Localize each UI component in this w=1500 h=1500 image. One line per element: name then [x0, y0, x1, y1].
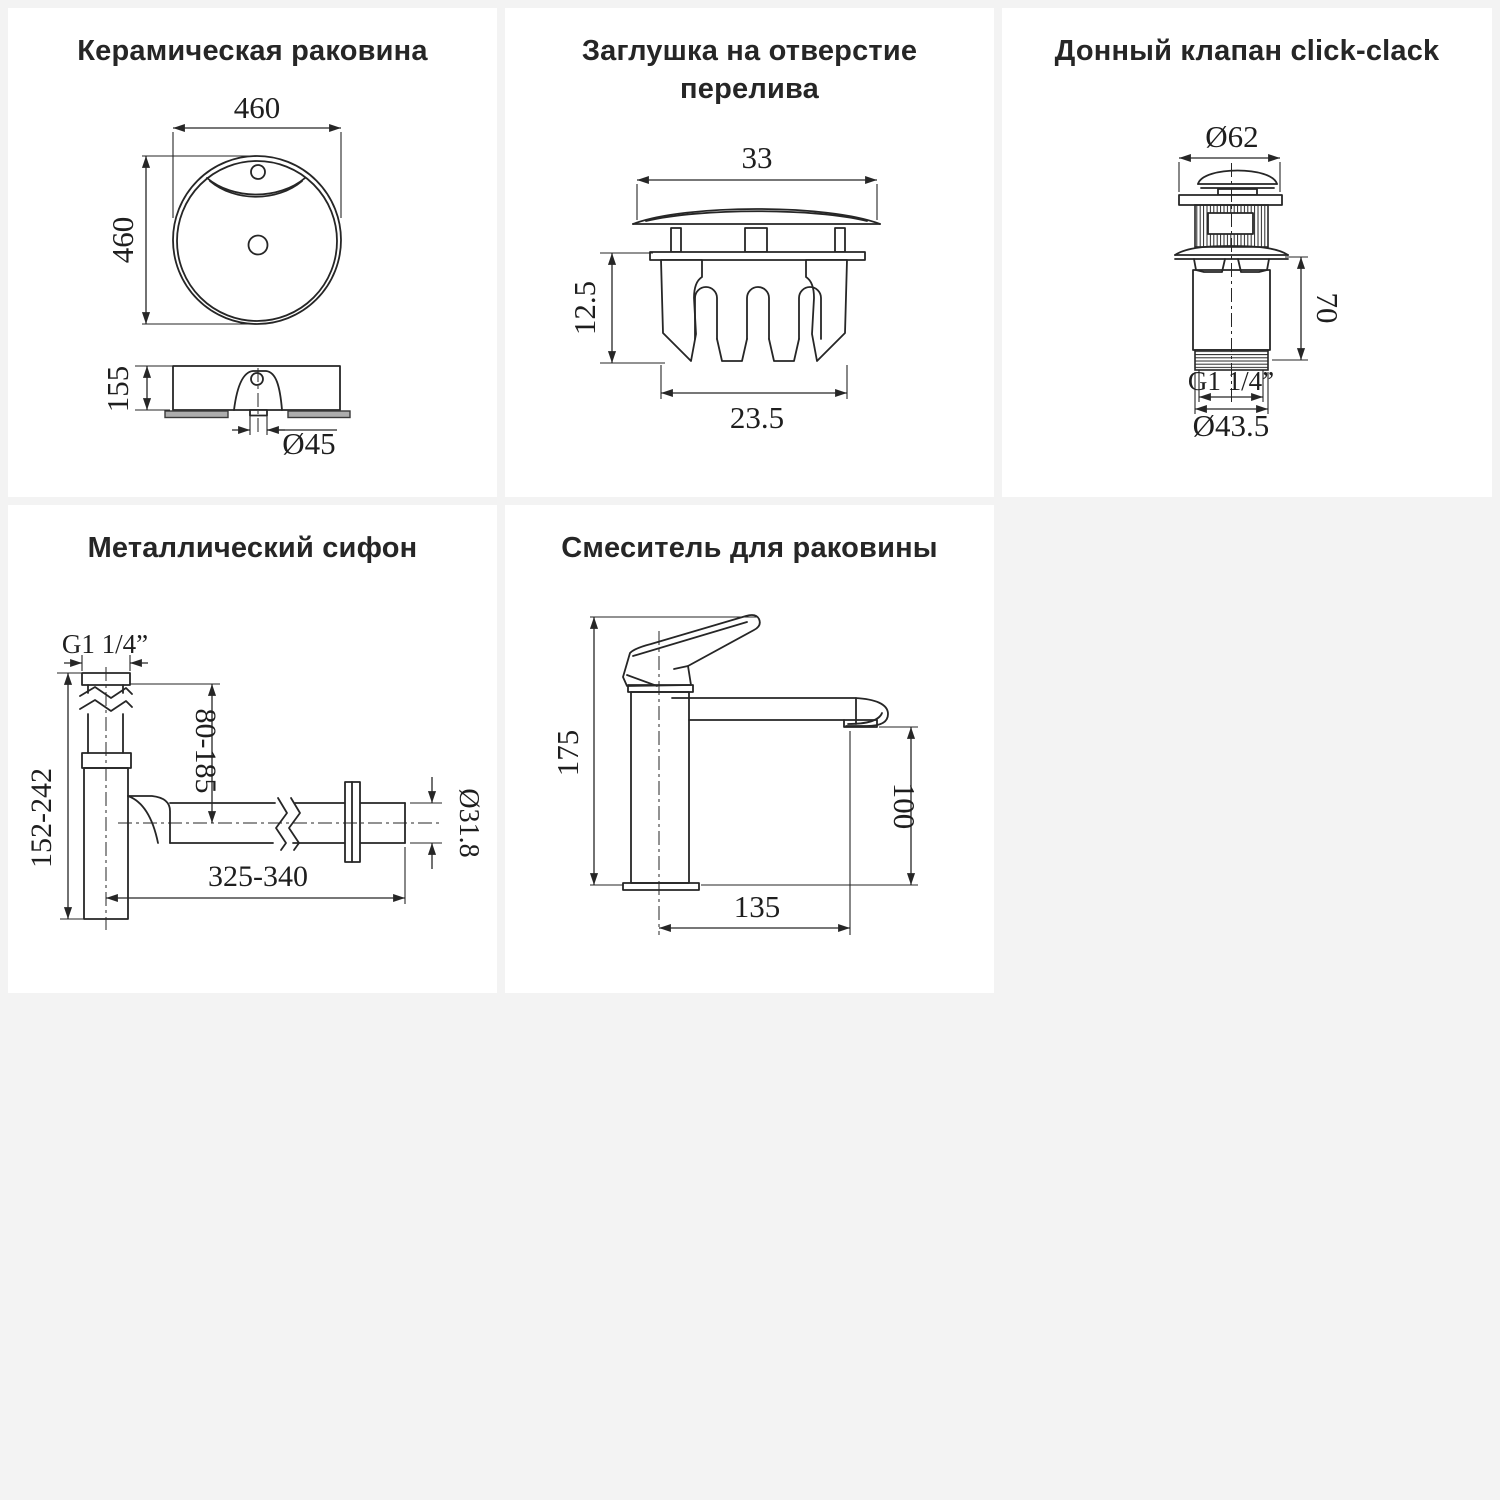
panel-title-line1: Заглушка на отверстие: [581, 35, 918, 67]
dim-label-body-height: 70: [1310, 292, 1345, 324]
overflow-plug-drawing: [505, 8, 994, 497]
dim-spout-height: [701, 727, 922, 885]
panel-title-line2: перелива: [680, 73, 819, 105]
panel-metal-siphon: [8, 505, 497, 993]
siphon-outlet-pipe: [128, 782, 405, 862]
mounting-pad-right: [288, 411, 350, 418]
valve-cap: [1198, 171, 1277, 196]
mixer-spout: [672, 698, 888, 727]
dim-spout-reach: [659, 731, 850, 935]
drain-hole: [249, 236, 268, 255]
dim-bottom-width: [661, 365, 847, 435]
dim-label-plug-height: 12.5: [567, 280, 602, 336]
plug-cap: [633, 209, 880, 224]
metal-siphon-drawing: [8, 505, 497, 993]
dim-label-top-width: 33: [741, 140, 773, 175]
dim-label-thread: G1 1/4”: [1187, 366, 1275, 396]
break-symbol: [276, 798, 287, 850]
dim-label-height: 460: [105, 216, 140, 264]
basin-mixer-drawing: [505, 505, 994, 993]
dim-label-pipe-diameter: Ø31.8: [453, 788, 484, 858]
dim-label-thread: G1 1/4”: [61, 629, 149, 659]
ceramic-sink-drawing: [8, 8, 497, 497]
panel-title: Смеситель для раковины: [561, 532, 938, 564]
dim-top-width: [637, 140, 877, 220]
dim-label-cap-diameter: Ø62: [1205, 119, 1259, 154]
overflow-ledge: [207, 178, 305, 195]
panel-title: Донный клапан click-clack: [1054, 35, 1440, 67]
dim-thread: [62, 629, 148, 671]
plug-flange: [650, 252, 865, 260]
dim-label-spout-height: 100: [887, 782, 922, 830]
panel-overflow-plug: [505, 8, 994, 497]
plug-prongs: [661, 260, 847, 361]
click-clack-drawing: [1002, 8, 1492, 497]
dim-label-bottom-width: 23.5: [729, 400, 785, 435]
dim-label-bottom-diameter: Ø43.5: [1192, 408, 1270, 443]
dim-label-inlet-range: 80-185: [189, 708, 222, 794]
faucet-hole: [251, 165, 265, 179]
dim-plug-height: [567, 253, 665, 363]
dim-label-drain: Ø45: [282, 426, 336, 461]
dim-thread: [1188, 366, 1274, 402]
dim-body-height: [1272, 257, 1345, 360]
dim-cap-diameter: [1179, 119, 1280, 192]
dim-label-total-height: 175: [550, 729, 585, 777]
valve-top-flange: [1179, 195, 1282, 205]
mixer-body: [623, 685, 699, 890]
dim-side-height: [100, 366, 173, 413]
panel-click-clack-valve: [1002, 8, 1492, 497]
panel-ceramic-sink: [8, 8, 497, 497]
dim-label-side-height: 155: [100, 365, 135, 413]
dim-label-spout-reach: 135: [733, 889, 781, 924]
sink-top-view: [173, 156, 341, 324]
plug-posts: [671, 228, 845, 252]
mixer-handle: [623, 615, 760, 686]
dim-label-height-range: 152-242: [25, 768, 58, 868]
panel-basin-mixer: [505, 505, 994, 993]
overflow-slot: [1208, 213, 1253, 234]
dim-label-length-range: 325-340: [208, 860, 308, 893]
dim-height-range: [25, 673, 86, 919]
mounting-pad-left: [165, 411, 228, 418]
dim-drain: [232, 415, 337, 461]
dim-width: [173, 90, 341, 218]
panel-title: Керамическая раковина: [77, 35, 428, 67]
panel-title: Металлический сифон: [87, 532, 418, 564]
dim-height: [105, 156, 258, 324]
dim-label-width: 460: [233, 90, 281, 125]
